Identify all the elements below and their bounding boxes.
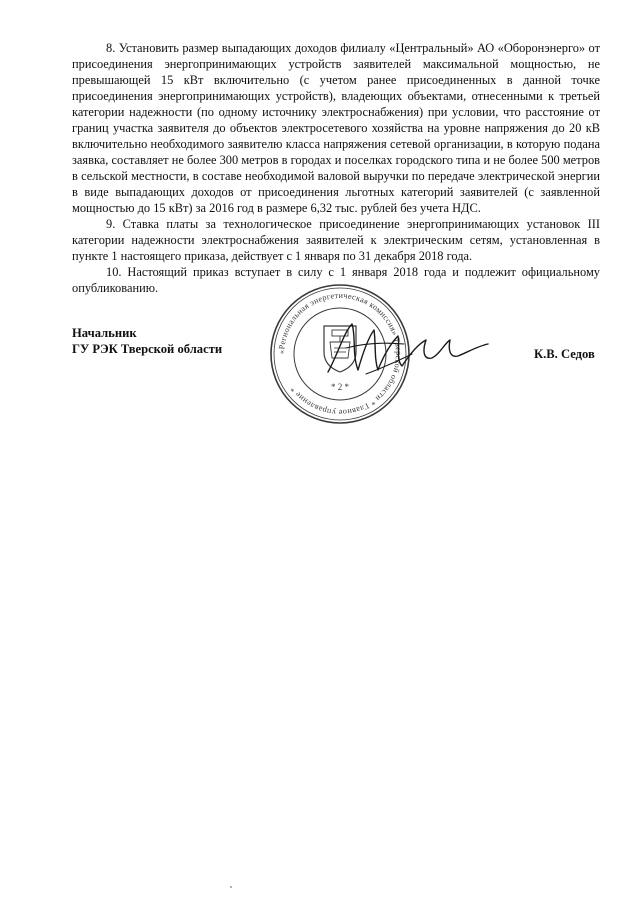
paragraph-8: 8. Установить размер выпадающих доходов филиалу «Центральный» АО «Оборонэнерго» от присоединения энергопринимающих устройств заявителей максимальной мощностью, не превышающей 15 кВт включительно (с учетом ранее присоединенных в данной точке присоединения энергопринимающих устройств), владеющих объектами, отнесенными к третьей категории надежности (по одному источнику электроснабжения) при условии, что расстояние от границ участка заявителя до объектов электросетевого хозяйства на уровне напряжения до 20 кВ включительно необходимого заявителю класса напряжения сетевой организации, в которую подана заявка, составляет не более 300 метров в городах и поселках городского типа и не более 500 метров в сельской местности, в составе необходимой валовой выручки по передаче электрической энергии в виде выпадающих доходов от присоединения льготных категорий заявителей (с заявленной мощностью до 15 кВт) за 2016 год в размере 6,32 тыс. рублей без учета НДС.: [72, 41, 600, 215]
document-body: [72, 40, 600, 296]
scan-artifact: [230, 886, 232, 888]
signer-title-line-1: Начальник: [72, 326, 137, 340]
stamp-center-text: * 2 *: [331, 382, 349, 392]
signer-position: [72, 325, 222, 357]
signer-name: К.В. Седов: [534, 347, 595, 361]
paragraph-9: 9. Ставка платы за технологическое присоединение энергопринимающих установок III категории надежности электроснабжения заявителей к электрическим сетям, установленная в пункте 1 настоящего приказа, действует с 1 января по 31 декабря 2018 года.: [72, 217, 600, 263]
handwritten-signature: [322, 314, 492, 380]
signer-title-line-2: ГУ РЭК Тверской области: [72, 342, 223, 356]
stamp-ring-text: «Региональная энергетическая комиссия» Тверской области * Главное управление *: [276, 290, 404, 418]
paragraph-10: 10. Настоящий приказ вступает в силу с 1 января 2018 года и подлежит официальному опубликованию.: [72, 265, 600, 295]
